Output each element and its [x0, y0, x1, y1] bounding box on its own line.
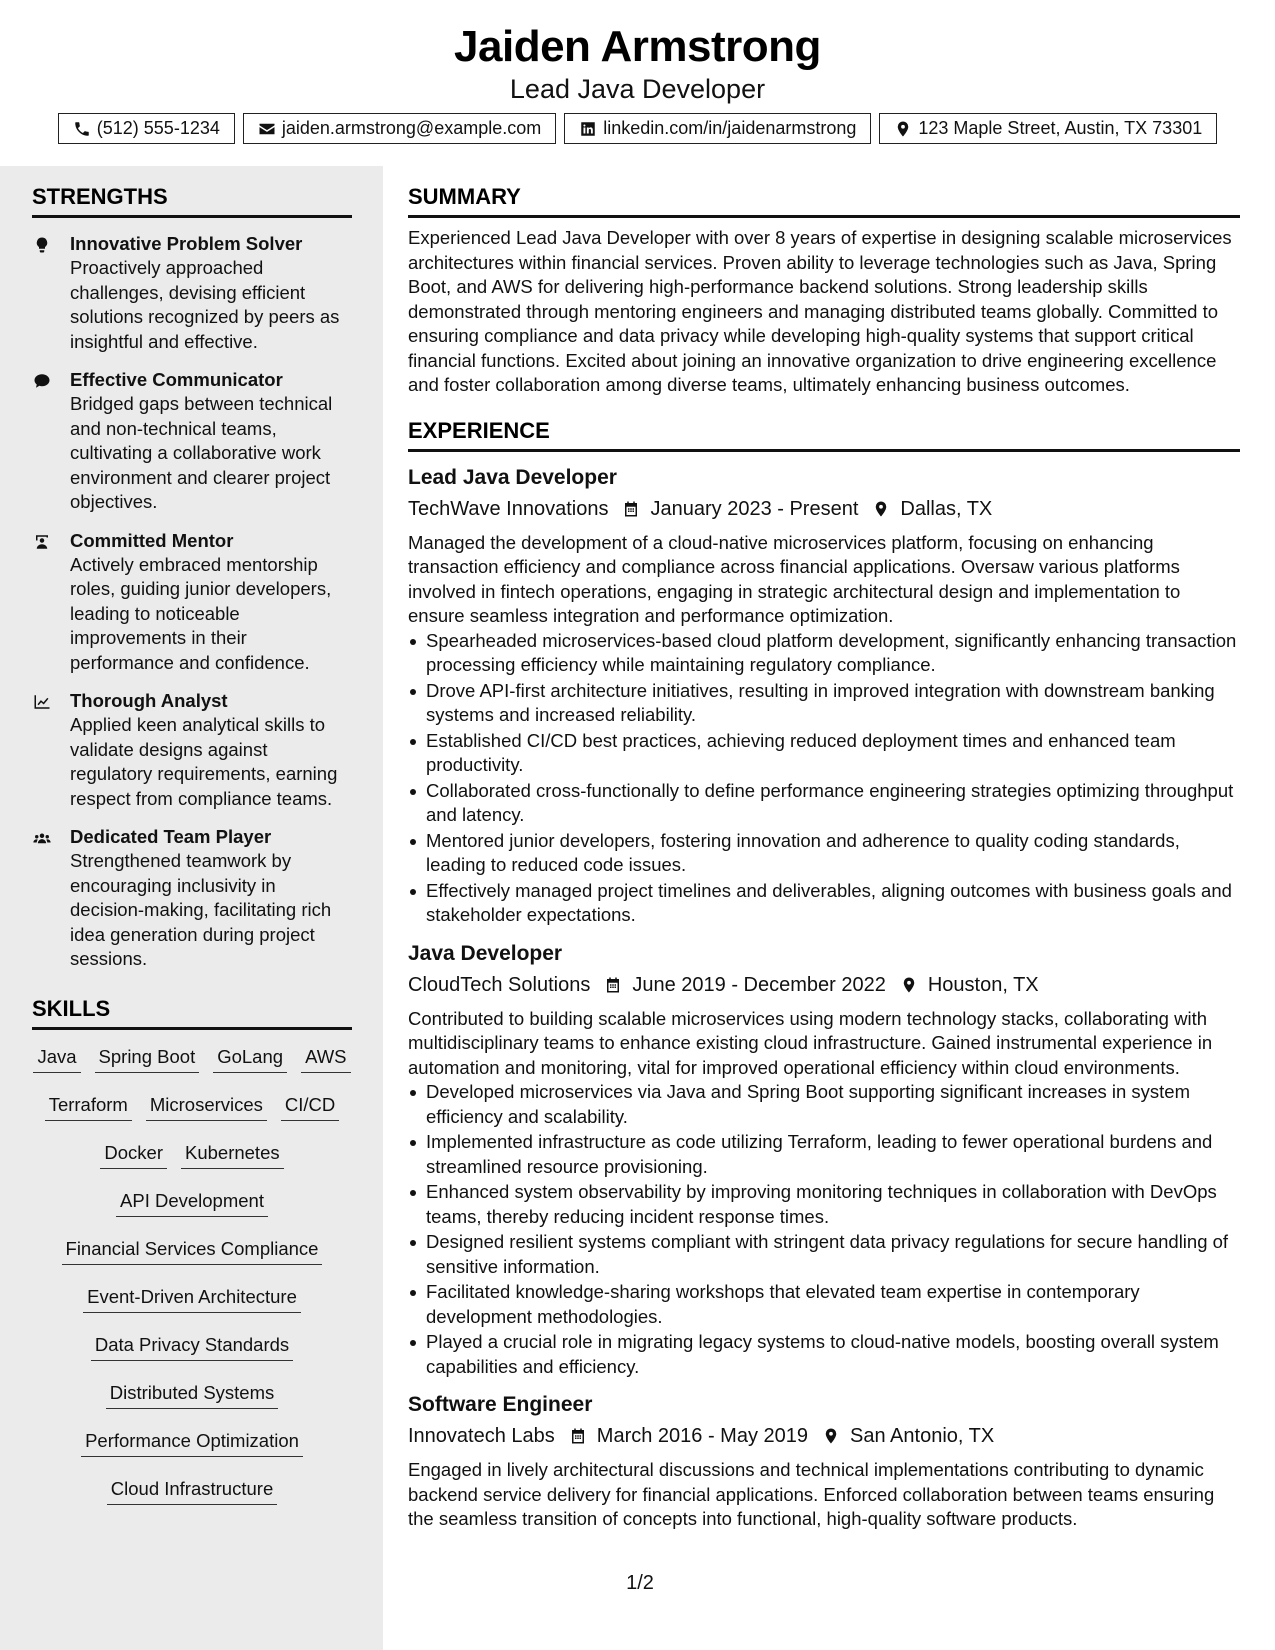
strength-title: Committed Mentor — [70, 529, 234, 551]
job-meta — [408, 495, 1240, 523]
list-item: Drove API-first architecture initiatives, resulting in improved integration with downstream banking systems and increased reliability. — [408, 679, 1240, 728]
skill-tag: Spring Boot — [95, 1040, 200, 1073]
strength-title: Effective Communicator — [70, 369, 283, 390]
teacher-icon — [32, 533, 52, 551]
job-description: Contributed to building scalable microservices using modern technology stacks, collaborating with multidisciplinary teams to enhance existing cloud infrastructure. Gained instrumental experience in automation and monitoring, vital for improved operational efficiency within cloud environments. — [408, 1007, 1213, 1078]
job-title: Lead Java Developer — [408, 465, 617, 489]
strength-item — [32, 825, 352, 972]
speech-bubble-icon — [32, 372, 52, 390]
strength-desc: Actively embraced mentorship roles, guiding junior developers, leading to noticeable improvements in their performance and confidence. — [70, 553, 332, 673]
list-item: Enhanced system observability by improving monitoring techniques in collaboration with DevOps teams, thereby reducing incident response times. — [408, 1180, 1240, 1229]
job-entry — [408, 940, 1240, 1380]
job-meta — [408, 1422, 1240, 1450]
contact-address — [879, 113, 1217, 144]
job-location: Houston, TX — [927, 973, 1039, 996]
summary-heading: SUMMARY — [408, 184, 1240, 218]
skill-tag: Java — [33, 1040, 80, 1073]
linkedin-text: linkedin.com/in/jaidenarmstrong — [603, 118, 857, 138]
page-number: 1/2 — [626, 1572, 654, 1594]
lightbulb-icon — [32, 236, 52, 254]
phone-icon — [73, 120, 91, 138]
skill-tag: GoLang — [213, 1040, 287, 1073]
strength-desc: Proactively approached challenges, devising efficient solutions recognized by peers as insightful and effective. — [70, 257, 340, 352]
job-location: Dallas, TX — [900, 497, 993, 520]
job-bullets — [408, 629, 1240, 928]
strength-item — [32, 689, 352, 811]
job-meta — [408, 971, 1240, 999]
strength-title: Dedicated Team Player — [70, 826, 272, 847]
job-dates: January 2023 - Present — [650, 497, 859, 520]
job-dates: June 2019 - December 2022 — [632, 973, 886, 996]
skill-tag: CI/CD — [281, 1088, 339, 1121]
main-content — [408, 166, 1240, 1532]
contact-email[interactable] — [243, 113, 556, 144]
job-entry — [408, 1391, 1240, 1532]
company-name: Innovatech Labs — [408, 1425, 555, 1447]
strength-item — [32, 368, 352, 515]
strength-desc: Bridged gaps between technical and non-technical teams, cultivating a collaborative work environment and clearer project objectives. — [70, 393, 333, 512]
job-title: Software Engineer — [408, 1393, 593, 1416]
strength-item — [32, 232, 352, 354]
company-name: CloudTech Solutions — [408, 973, 591, 996]
job-bullets — [408, 1080, 1240, 1379]
calendar-icon — [569, 1426, 587, 1446]
contact-linkedin[interactable] — [564, 113, 871, 144]
strength-title: Thorough Analyst — [70, 690, 228, 711]
email-text: jaiden.armstrong@example.com — [281, 118, 542, 138]
skill-tag: Terraform — [45, 1088, 132, 1121]
strength-title: Innovative Problem Solver — [70, 233, 303, 254]
list-item: Mentored junior developers, fostering innovation and adherence to quality coding standards, leading to reduced code issues. — [408, 829, 1240, 878]
users-icon — [32, 829, 52, 847]
map-pin-icon — [822, 1426, 840, 1446]
job-dates: March 2016 - May 2019 — [596, 1425, 809, 1447]
skill-tag: Kubernetes — [181, 1136, 284, 1169]
job-description: Engaged in lively architectural discussions and technical implementations contributing to dynamic backend service delivery for financial applications. Enforced collaboration between teams ensuring the seamless transition of concepts into functional, high-quality software products. — [408, 1459, 1215, 1529]
line-chart-icon — [32, 693, 52, 711]
contact-phone — [58, 113, 235, 144]
resume-header — [0, 0, 1275, 166]
job-location: San Antonio, TX — [850, 1425, 995, 1447]
phone-text: (512) 555-1234 — [96, 118, 220, 138]
list-item: Designed resilient systems compliant with stringent data privacy regulations for secure handling of sensitive information. — [408, 1230, 1240, 1279]
experience-heading: EXPERIENCE — [408, 418, 1240, 452]
skill-tag: Event-Driven Architecture — [83, 1280, 301, 1313]
strengths-heading: STRENGTHS — [32, 184, 352, 218]
summary-text: Experienced Lead Java Developer with over 8 years of expertise in designing scalable microservices architectures within financial services. Proven ability to leverage technologies such as Java, Spring Boot, and AWS for delivering high-performance backend solutions. Strong leadership skills demonstrated through mentoring engineers and managing distributed teams globally. Committed to ensuring compliance and data privacy while developing high-quality systems that support critical financial functions. Excited about joining an innovative organization to drive engineering excellence and foster collaboration among diverse teams, ultimately enhancing business outcomes. — [408, 227, 1232, 395]
strength-desc: Strengthened teamwork by encouraging inclusivity in decision-making, facilitating rich idea generation during project sessions. — [70, 850, 332, 969]
list-item: Spearheaded microservices-based cloud platform development, significantly enhancing transaction processing efficiency while maintaining regulatory compliance. — [408, 629, 1240, 678]
skill-tag: AWS — [301, 1040, 350, 1073]
skills-list — [32, 1040, 352, 1520]
job-entry — [408, 464, 1240, 928]
list-item: Collaborated cross-functionally to define performance engineering strategies optimizing throughput and latency. — [408, 779, 1240, 828]
list-item: Established CI/CD best practices, achieving reduced deployment times and enhanced team productivity. — [408, 729, 1240, 778]
list-item: Effectively managed project timelines and deliverables, aligning outcomes with business goals and stakeholder expectations. — [408, 879, 1240, 928]
sidebar — [0, 166, 383, 1650]
job-title: Java Developer — [408, 941, 563, 965]
map-pin-icon — [900, 975, 918, 995]
linkedin-icon — [579, 120, 597, 138]
job-description: Managed the development of a cloud-native microservices platform, focusing on enhancing transaction efficiency and compliance across financial applications. Oversaw various platforms involved in fintech operations, engaging in strategic architectural design and implementation to ensure seamless integration and performance optimization. — [408, 531, 1181, 626]
map-pin-icon — [872, 499, 890, 519]
skill-tag: Financial Services Compliance — [62, 1232, 323, 1265]
calendar-icon — [622, 499, 640, 519]
skill-tag: API Development — [116, 1184, 268, 1217]
skill-tag: Cloud Infrastructure — [107, 1472, 277, 1505]
list-item: Implemented infrastructure as code utilizing Terraform, leading to fewer operational burdens and streamlined resource provisioning. — [408, 1130, 1240, 1179]
skill-tag: Docker — [100, 1136, 167, 1169]
strength-desc: Applied keen analytical skills to validate designs against regulatory requirements, earning respect from compliance teams. — [70, 714, 338, 809]
skill-tag: Microservices — [146, 1088, 267, 1121]
skill-tag: Data Privacy Standards — [91, 1328, 293, 1361]
envelope-icon — [258, 120, 276, 138]
company-name: TechWave Innovations — [408, 497, 609, 520]
map-pin-icon — [894, 120, 912, 138]
calendar-icon — [604, 975, 622, 995]
candidate-name: Jaiden Armstrong — [454, 22, 821, 71]
strength-item — [32, 529, 352, 676]
skill-tag: Distributed Systems — [106, 1376, 279, 1409]
address-text: 123 Maple Street, Austin, TX 73301 — [918, 118, 1203, 138]
skills-heading: SKILLS — [32, 996, 352, 1030]
contact-row — [0, 113, 1275, 144]
list-item: Facilitated knowledge-sharing workshops that elevated team expertise in contemporary development methodologies. — [408, 1280, 1240, 1329]
list-item: Played a crucial role in migrating legacy systems to cloud-native models, boosting overall system capabilities and efficiency. — [408, 1330, 1240, 1379]
skill-tag: Performance Optimization — [81, 1424, 303, 1457]
list-item: Developed microservices via Java and Spring Boot supporting significant increases in system efficiency and scalability. — [408, 1080, 1240, 1129]
candidate-title: Lead Java Developer — [509, 74, 766, 104]
